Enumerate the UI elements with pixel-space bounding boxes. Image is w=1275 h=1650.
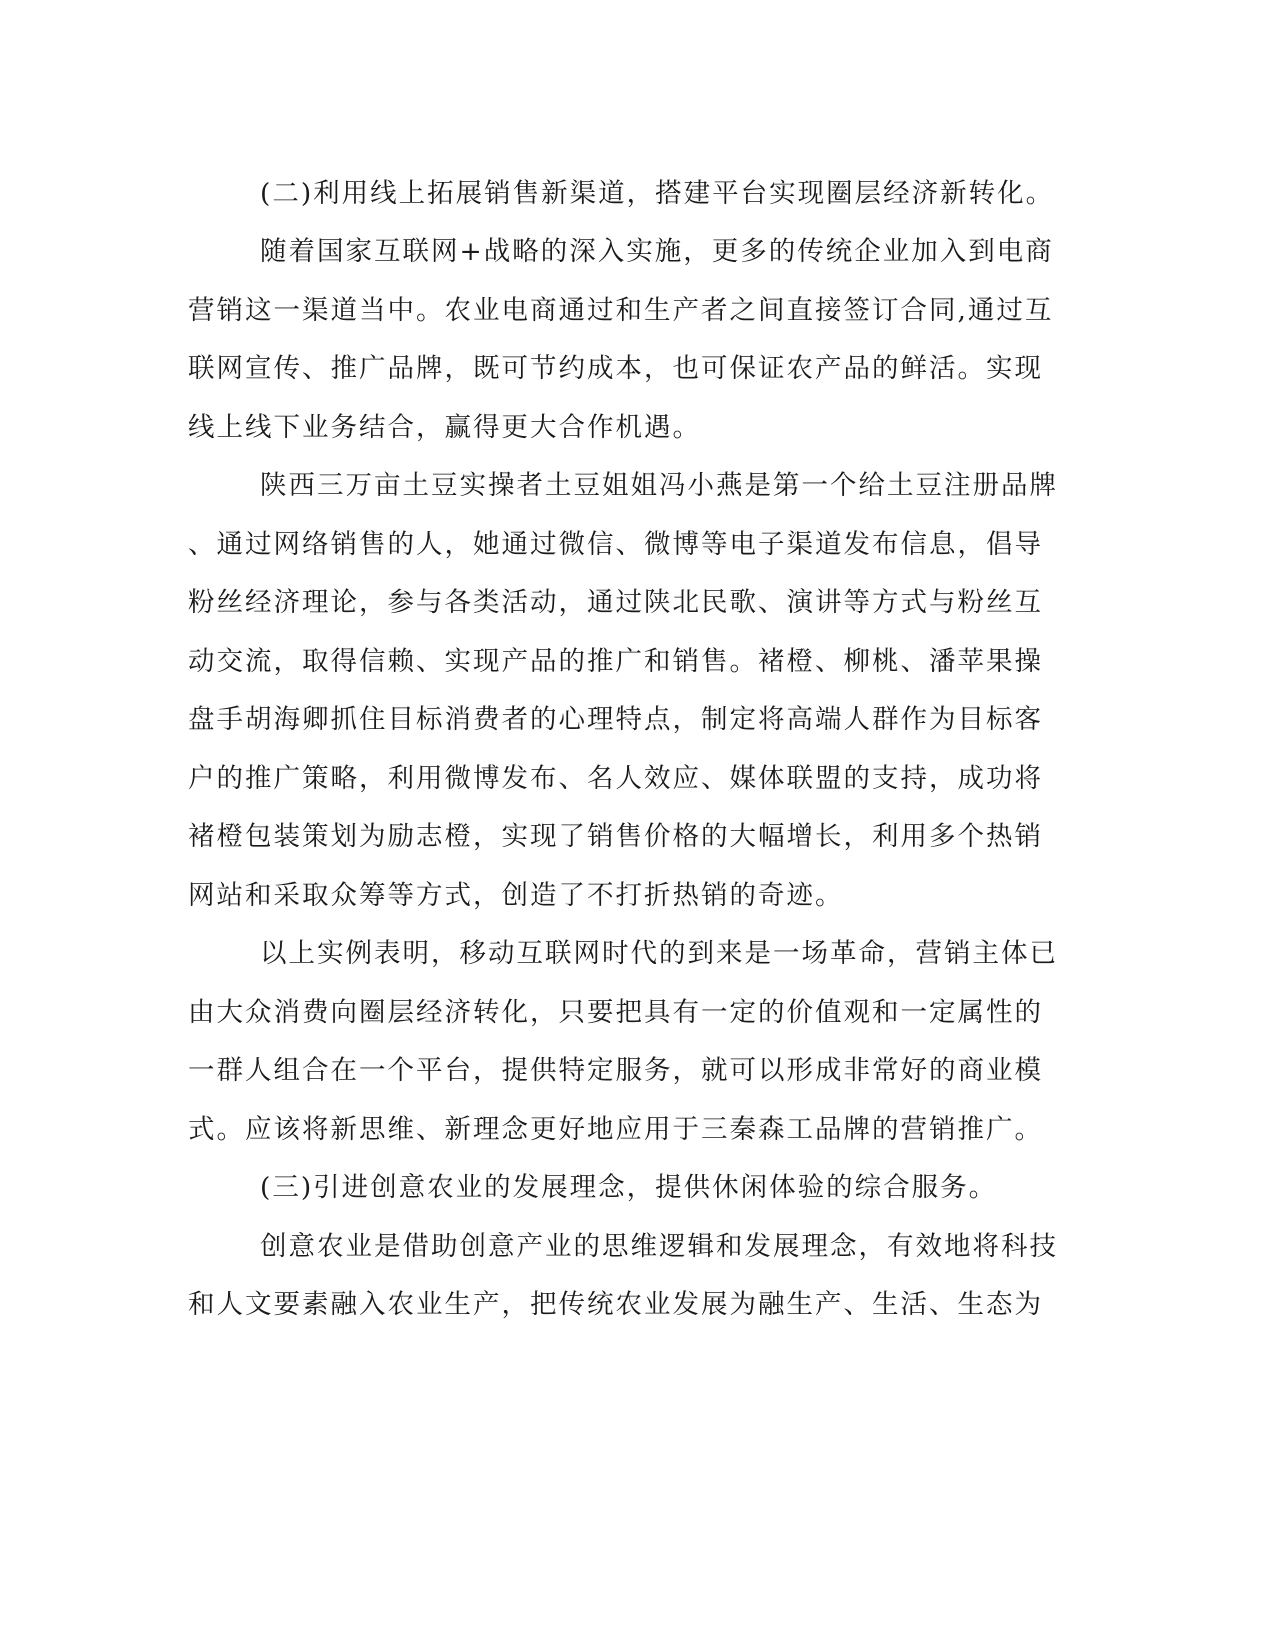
section-heading-3: (三)引进创意农业的发展理念，提供休闲体验的综合服务。 bbox=[260, 1172, 998, 1203]
paragraph-line: 由大众消费向圈层经济转化，只要把具有一定的价值观和一定属性的 bbox=[188, 997, 1043, 1028]
paragraph-line: 一群人组合在一个平台，提供特定服务，就可以形成非常好的商业模 bbox=[188, 1055, 1043, 1086]
paragraph-line: 陕西三万亩土豆实操者土豆姐姐冯小燕是第一个给土豆注册品牌 bbox=[260, 470, 1058, 501]
paragraph-line: 随着国家互联网+战略的深入实施，更多的传统企业加入到电商 bbox=[260, 236, 1054, 267]
paragraph-line: 褚橙包装策划为励志橙，实现了销售价格的大幅增长，利用多个热销 bbox=[188, 821, 1043, 852]
paragraph-line: 和人文要素融入农业生产，把传统农业发展为融生产、生活、生态为 bbox=[188, 1289, 1043, 1320]
paragraph-line: 网站和采取众筹等方式，创造了不打折热销的奇迹。 bbox=[188, 880, 844, 911]
paragraph-line: 户的推广策略，利用微博发布、名人效应、媒体联盟的支持，成功将 bbox=[188, 763, 1043, 794]
paragraph-line: 营销这一渠道当中。农业电商通过和生产者之间直接签订合同,通过互 bbox=[188, 295, 1054, 326]
paragraph-line: 、通过网络销售的人，她通过微信、微博等电子渠道发布信息，倡导 bbox=[188, 529, 1043, 560]
section-heading-2: (二)利用线上拓展销售新渠道，搭建平台实现圈层经济新转化。 bbox=[260, 178, 1055, 209]
paragraph-line: 以上实例表明，移动互联网时代的到来是一场革命，营销主体已 bbox=[260, 938, 1058, 969]
paragraph-line: 粉丝经济理论，参与各类活动，通过陕北民歌、演讲等方式与粉丝互 bbox=[188, 587, 1043, 618]
paragraph-line: 联网宣传、推广品牌，既可节约成本，也可保证农产品的鲜活。实现 bbox=[188, 353, 1043, 384]
paragraph-line: 式。应该将新思维、新理念更好地应用于三秦森工品牌的营销推广。 bbox=[188, 1114, 1043, 1145]
paragraph-line: 动交流，取得信赖、实现产品的推广和销售。褚橙、柳桃、潘苹果操 bbox=[188, 646, 1043, 677]
paragraph-line: 盘手胡海卿抓住目标消费者的心理特点，制定将高端人群作为目标客 bbox=[188, 704, 1043, 735]
paragraph-line: 创意农业是借助创意产业的思维逻辑和发展理念，有效地将科技 bbox=[260, 1231, 1058, 1262]
paragraph-line: 线上线下业务结合，赢得更大合作机遇。 bbox=[188, 412, 701, 443]
